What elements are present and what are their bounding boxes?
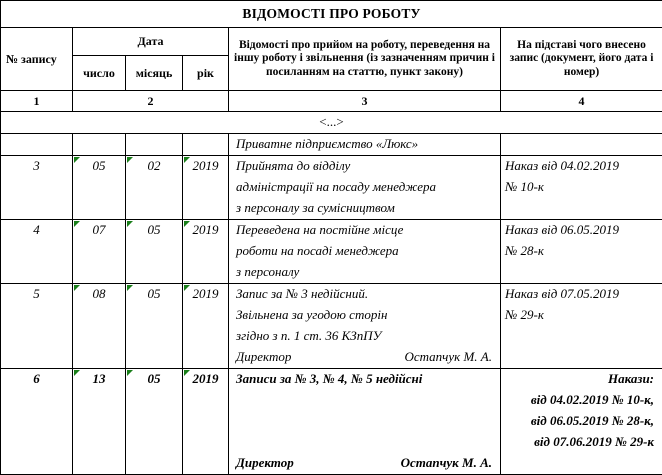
record-basis-cell xyxy=(501,347,662,369)
record-row xyxy=(1,262,662,284)
record-info-cell: Запис за № 3 недійсний. xyxy=(229,284,501,306)
year-cell xyxy=(183,177,229,198)
month-cell xyxy=(126,347,183,369)
record-info-cell: згідно з п. 1 ст. 36 КЗпПУ xyxy=(229,326,501,347)
record-number-cell xyxy=(1,347,73,369)
record-row xyxy=(1,156,662,178)
year-cell: 2019 xyxy=(183,369,229,391)
record-info-cell: Звільнена за угодою сторін xyxy=(229,305,501,326)
record-row xyxy=(1,432,662,453)
record-row xyxy=(1,220,662,242)
record-number-cell xyxy=(1,326,73,347)
day-cell: 07 xyxy=(73,220,126,242)
record-basis-cell: № 29-к xyxy=(501,305,662,326)
signature-cell xyxy=(229,347,501,369)
day-cell xyxy=(73,305,126,326)
day-cell xyxy=(73,326,126,347)
record-basis-cell xyxy=(501,262,662,284)
column-number-4: 4 xyxy=(501,91,662,112)
record-number-cell xyxy=(1,262,73,284)
column-numbering-row xyxy=(1,91,662,112)
record-info-cell: Прийнята до відділу xyxy=(229,156,501,178)
record-row xyxy=(1,241,662,262)
record-row xyxy=(1,411,662,432)
day-cell xyxy=(73,134,126,156)
record-info-cell: Записи за № 3, № 4, № 5 недійсні xyxy=(229,369,501,391)
column-number-2: 2 xyxy=(73,91,229,112)
column-header-info: Відомості про прийом на роботу, переведення на іншу роботу і звільнення (із зазначенням причин і посиланням на статтю, пункт закону) xyxy=(229,28,501,91)
column-header-day: число xyxy=(73,56,126,91)
column-header-date-group: Дата xyxy=(73,28,229,56)
record-number-cell xyxy=(1,198,73,220)
month-cell xyxy=(126,305,183,326)
month-cell xyxy=(126,198,183,220)
record-number-cell: 6 xyxy=(1,369,73,391)
month-cell: 05 xyxy=(126,369,183,391)
column-header-month: місяць xyxy=(126,56,183,91)
year-cell: 2019 xyxy=(183,220,229,242)
month-cell xyxy=(126,262,183,284)
month-cell xyxy=(126,432,183,453)
record-row xyxy=(1,347,662,369)
record-info-cell: Приватне підприємство «Люкс» xyxy=(229,134,501,156)
record-row xyxy=(1,177,662,198)
record-basis-cell: Накази: xyxy=(501,369,662,391)
month-cell xyxy=(126,134,183,156)
record-info-cell: з персоналу xyxy=(229,262,501,284)
column-header-year: рік xyxy=(183,56,229,91)
record-basis-cell: від 04.02.2019 № 10-к, xyxy=(501,390,662,411)
year-cell: 2019 xyxy=(183,156,229,178)
record-row xyxy=(1,305,662,326)
year-cell xyxy=(183,453,229,475)
signature-title: Директор xyxy=(236,350,291,365)
record-info-cell: адміністрації на посаду менеджера xyxy=(229,177,501,198)
record-number-cell: 4 xyxy=(1,220,73,242)
record-basis-cell xyxy=(501,198,662,220)
signature-cell xyxy=(229,453,501,475)
day-cell xyxy=(73,411,126,432)
record-number-cell: 3 xyxy=(1,156,73,178)
day-cell: 05 xyxy=(73,156,126,178)
day-cell: 13 xyxy=(73,369,126,391)
record-number-cell xyxy=(1,241,73,262)
record-basis-cell xyxy=(501,134,662,156)
record-row xyxy=(1,369,662,391)
record-number-cell xyxy=(1,453,73,475)
year-cell xyxy=(183,305,229,326)
column-header-record-number: № запису xyxy=(1,28,73,91)
month-cell xyxy=(126,390,183,411)
column-number-3: 3 xyxy=(229,91,501,112)
year-cell: 2019 xyxy=(183,284,229,306)
day-cell xyxy=(73,390,126,411)
day-cell xyxy=(73,347,126,369)
signature-name: Остапчук М. А. xyxy=(404,350,492,365)
month-cell xyxy=(126,411,183,432)
day-cell xyxy=(73,198,126,220)
year-cell xyxy=(183,390,229,411)
record-number-cell xyxy=(1,305,73,326)
month-cell: 02 xyxy=(126,156,183,178)
record-info-cell xyxy=(229,432,501,453)
month-cell xyxy=(126,326,183,347)
separator-row xyxy=(1,112,662,134)
record-number-cell xyxy=(1,177,73,198)
record-number-cell: 5 xyxy=(1,284,73,306)
year-cell xyxy=(183,326,229,347)
month-cell xyxy=(126,177,183,198)
year-cell xyxy=(183,198,229,220)
day-cell xyxy=(73,177,126,198)
record-basis-cell: № 28-к xyxy=(501,241,662,262)
year-cell xyxy=(183,432,229,453)
column-header-basis: На підставі чого внесено запис (документ, його дата і номер) xyxy=(501,28,662,91)
year-cell xyxy=(183,347,229,369)
record-info-cell xyxy=(229,390,501,411)
record-row xyxy=(1,198,662,220)
record-basis-cell: № 10-к xyxy=(501,177,662,198)
day-cell: 08 xyxy=(73,284,126,306)
record-row xyxy=(1,134,662,156)
record-info-cell xyxy=(229,411,501,432)
record-row xyxy=(1,453,662,475)
record-basis-cell: від 06.05.2019 № 28-к, xyxy=(501,411,662,432)
record-basis-cell: Наказ від 07.05.2019 xyxy=(501,284,662,306)
year-cell xyxy=(183,411,229,432)
records-body xyxy=(1,112,662,475)
record-info-cell: роботи на посаді менеджера xyxy=(229,241,501,262)
record-row xyxy=(1,284,662,306)
record-basis-cell: Наказ від 04.02.2019 xyxy=(501,156,662,178)
record-info-cell: з персоналу за сумісництвом xyxy=(229,198,501,220)
record-number-cell xyxy=(1,134,73,156)
day-cell xyxy=(73,241,126,262)
signature-name: Остапчук М. А. xyxy=(401,456,492,471)
record-row xyxy=(1,326,662,347)
omitted-records-marker: <...> xyxy=(1,112,662,134)
record-row xyxy=(1,390,662,411)
month-cell: 05 xyxy=(126,220,183,242)
record-number-cell xyxy=(1,390,73,411)
month-cell xyxy=(126,453,183,475)
record-number-cell xyxy=(1,432,73,453)
record-basis-cell: від 07.06.2019 № 29-к xyxy=(501,432,662,453)
title-row xyxy=(1,1,662,28)
record-basis-cell xyxy=(501,326,662,347)
year-cell xyxy=(183,134,229,156)
record-number-cell xyxy=(1,411,73,432)
record-info-cell: Переведена на постійне місце xyxy=(229,220,501,242)
month-cell: 05 xyxy=(126,284,183,306)
page-title: ВІДОМОСТІ ПРО РОБОТУ xyxy=(1,1,662,28)
month-cell xyxy=(126,241,183,262)
day-cell xyxy=(73,453,126,475)
column-number-1: 1 xyxy=(1,91,73,112)
header-group-row xyxy=(1,28,662,56)
day-cell xyxy=(73,262,126,284)
record-basis-cell xyxy=(501,453,662,475)
year-cell xyxy=(183,262,229,284)
record-basis-cell: Наказ від 06.05.2019 xyxy=(501,220,662,242)
day-cell xyxy=(73,432,126,453)
signature-title: Директор xyxy=(236,456,294,471)
year-cell xyxy=(183,241,229,262)
